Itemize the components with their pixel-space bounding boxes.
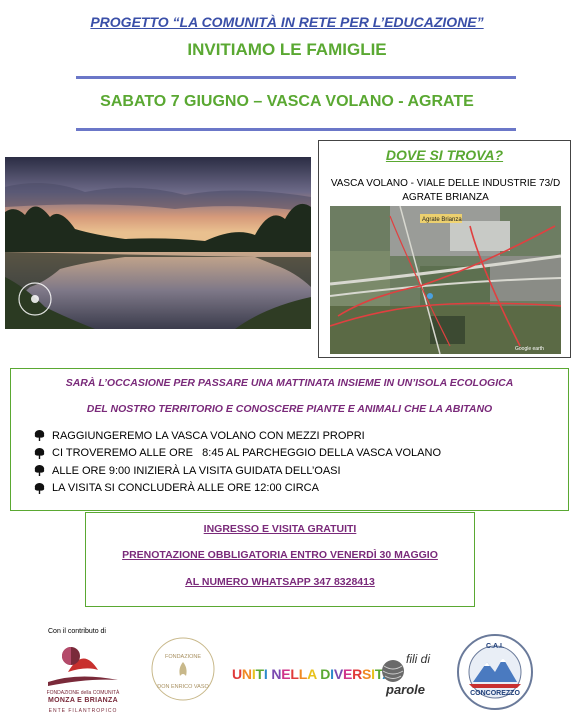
tree-icon — [33, 430, 46, 441]
contribution-label: Con il contributo di — [48, 628, 106, 635]
list-item — [33, 480, 441, 498]
program-bullets — [33, 427, 441, 497]
cai-bottom: CONCOREZZO — [470, 690, 520, 697]
fmb-logo — [38, 642, 128, 718]
satellite-map — [330, 206, 561, 354]
location-address — [323, 177, 568, 205]
booking-deadline-text: PRENOTAZIONE OBBLIGATORIA ENTRO VENERDÌ 30 MAGGIO — [122, 549, 438, 561]
map-place-label: Agrate Brianza — [422, 217, 462, 223]
address-line-2: AGRATE BRIANZA — [402, 192, 489, 203]
lake-photo — [5, 157, 311, 329]
bullet-text: CI TROVEREMO ALLE ORE 8:45 AL PARCHEGGIO DELLA VASCA VOLANO — [52, 447, 442, 460]
fmb-line-1: FONDAZIONE della COMUNITÀ — [46, 690, 120, 696]
invite-heading: INVITIAMO LE FAMIGLIE — [187, 40, 387, 59]
cai-top: C.A.I. — [486, 643, 504, 650]
list-item — [33, 427, 441, 445]
free-entry-text: INGRESSO E VISITA GRATUITI — [203, 523, 357, 535]
fmb-line-3: ENTE FILANTROPICO — [48, 708, 118, 714]
list-item — [33, 445, 441, 463]
program-intro-2: DEL NOSTRO TERRITORIO E CONOSCERE PIANTE E ANIMALI CHE LA ABITANO — [86, 403, 493, 415]
bullet-text: ALLE ORE 9:00 INIZIERÀ LA VISITA GUIDATA DELL’OASI — [52, 464, 341, 477]
list-item — [33, 462, 441, 480]
fili-top: fili di — [406, 652, 431, 666]
fili-bottom: parole — [386, 682, 426, 697]
location-title: DOVE SI TROVA? — [385, 147, 504, 163]
project-title: PROGETTO “LA COMUNITÀ IN RETE PER L’EDUCAZIONE” — [90, 14, 484, 30]
uniti-nella-diversita-logo — [232, 666, 395, 682]
cai-concorezzo-logo — [455, 632, 535, 712]
event-date-place: SABATO 7 GIUGNO – VASCA VOLANO - AGRATE — [100, 93, 474, 110]
program-box — [10, 368, 569, 511]
tree-icon — [33, 483, 46, 494]
uniti-text: UNITI NELLA DIVERSIT — [232, 666, 383, 682]
bullet-text: RAGGIUNGEREMO LA VASCA VOLANO CON MEZZI PROPRI — [52, 429, 365, 442]
fili-di-parole-logo — [380, 652, 442, 706]
location-box — [318, 140, 571, 358]
bullet-text: LA VISITA SI CONCLUDERÀ ALLE ORE 12:00 CIRCA — [52, 482, 319, 495]
map-credit: Google earth — [515, 346, 544, 352]
tree-icon — [33, 448, 46, 459]
divider-bottom — [76, 128, 516, 131]
address-line-1: VASCA VOLANO - VIALE DELLE INDUSTRIE 73/D — [330, 178, 561, 189]
tree-icon — [33, 465, 46, 476]
divider-top — [76, 76, 516, 79]
fmb-line-2: MONZA E BRIANZA — [48, 697, 118, 704]
don-vaso-bottom: DON ENRICO VASO — [157, 684, 209, 690]
don-vaso-top: FONDAZIONE — [164, 654, 202, 660]
don-vaso-logo — [150, 636, 216, 702]
program-intro-1: SARÀ L’OCCASIONE PER PASSARE UNA MATTINATA INSIEME IN UN’ISOLA ECOLOGICA — [65, 377, 514, 389]
whatsapp-number-text: AL NUMERO WHATSAPP 347 8328413 — [185, 576, 375, 588]
booking-box — [85, 512, 475, 607]
